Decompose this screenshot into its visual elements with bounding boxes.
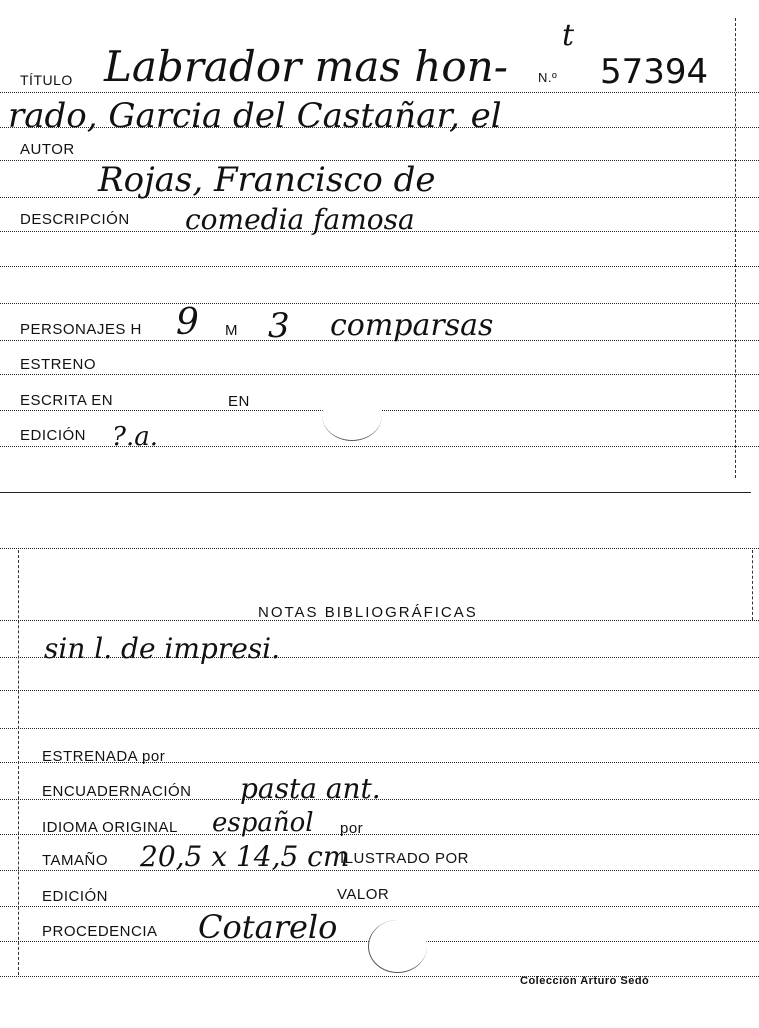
size-value: 20,5 x 14,5 cm bbox=[140, 840, 350, 873]
rule bbox=[0, 266, 759, 267]
size-label: TAMAÑO bbox=[42, 852, 109, 869]
card-edge bbox=[0, 548, 759, 549]
catalog-card-front bbox=[0, 0, 759, 495]
bibliographic-notes-heading: NOTAS BIBLIOGRÁFICAS bbox=[258, 604, 478, 621]
notes-value: sin l. de impresi. bbox=[44, 632, 281, 665]
description-label: DESCRIPCIÓN bbox=[20, 211, 130, 228]
author-label: AUTOR bbox=[20, 141, 75, 158]
rule bbox=[0, 870, 759, 871]
rule bbox=[0, 303, 759, 304]
rule bbox=[0, 728, 759, 729]
rule bbox=[0, 690, 759, 691]
card-edge bbox=[0, 492, 751, 493]
punch-hole bbox=[368, 920, 427, 973]
provenance-label: PROCEDENCIA bbox=[42, 923, 158, 940]
characters-male-value: 9 bbox=[176, 302, 199, 343]
title-label: TÍTULO bbox=[20, 72, 73, 88]
characters-female-label: M bbox=[225, 322, 238, 339]
in-label: EN bbox=[228, 393, 250, 410]
original-language-label: IDIOMA ORIGINAL bbox=[42, 819, 178, 836]
binding-value: pasta ant. bbox=[240, 772, 381, 805]
collection-footer: Colección Arturo Sedó bbox=[520, 975, 650, 987]
characters-label: PERSONAJES H bbox=[20, 321, 142, 338]
provenance-value: Cotarelo bbox=[198, 908, 338, 946]
punch-hole bbox=[322, 390, 382, 441]
written-in-label: ESCRITA EN bbox=[20, 392, 114, 409]
rule bbox=[0, 92, 759, 93]
characters-female-value: 3 bbox=[268, 306, 290, 346]
illustrated-by-label: ILUSTRADO POR bbox=[340, 850, 470, 867]
by-label: por bbox=[340, 820, 364, 837]
number-label: N.º bbox=[538, 70, 558, 85]
extras-value: comparsas bbox=[330, 308, 494, 343]
card-edge bbox=[735, 18, 736, 478]
card-edge bbox=[752, 550, 753, 620]
rule bbox=[0, 374, 759, 375]
premiere-label: ESTRENO bbox=[20, 356, 97, 373]
title-value-line2: rado, Garcia del Castañar, el bbox=[8, 96, 502, 136]
value-label: VALOR bbox=[337, 886, 390, 903]
description-value: comedia famosa bbox=[185, 203, 415, 236]
title-value-line1: Labrador mas hon- bbox=[104, 42, 508, 91]
catalog-card-back bbox=[0, 540, 759, 1010]
premiered-by-label: ESTRENADA por bbox=[42, 748, 166, 765]
edition-value: ?.a. bbox=[112, 422, 158, 452]
rule bbox=[0, 906, 759, 907]
edition-label: EDICIÓN bbox=[20, 427, 87, 444]
original-language-value: español bbox=[212, 808, 314, 838]
number-mark: t bbox=[562, 18, 575, 53]
card-edge bbox=[18, 550, 19, 975]
number-value: 57394 bbox=[600, 52, 709, 92]
binding-label: ENCUADERNACIÓN bbox=[42, 783, 192, 800]
author-value: Rojas, Francisco de bbox=[98, 160, 436, 200]
edition-label: EDICIÓN bbox=[42, 888, 109, 905]
